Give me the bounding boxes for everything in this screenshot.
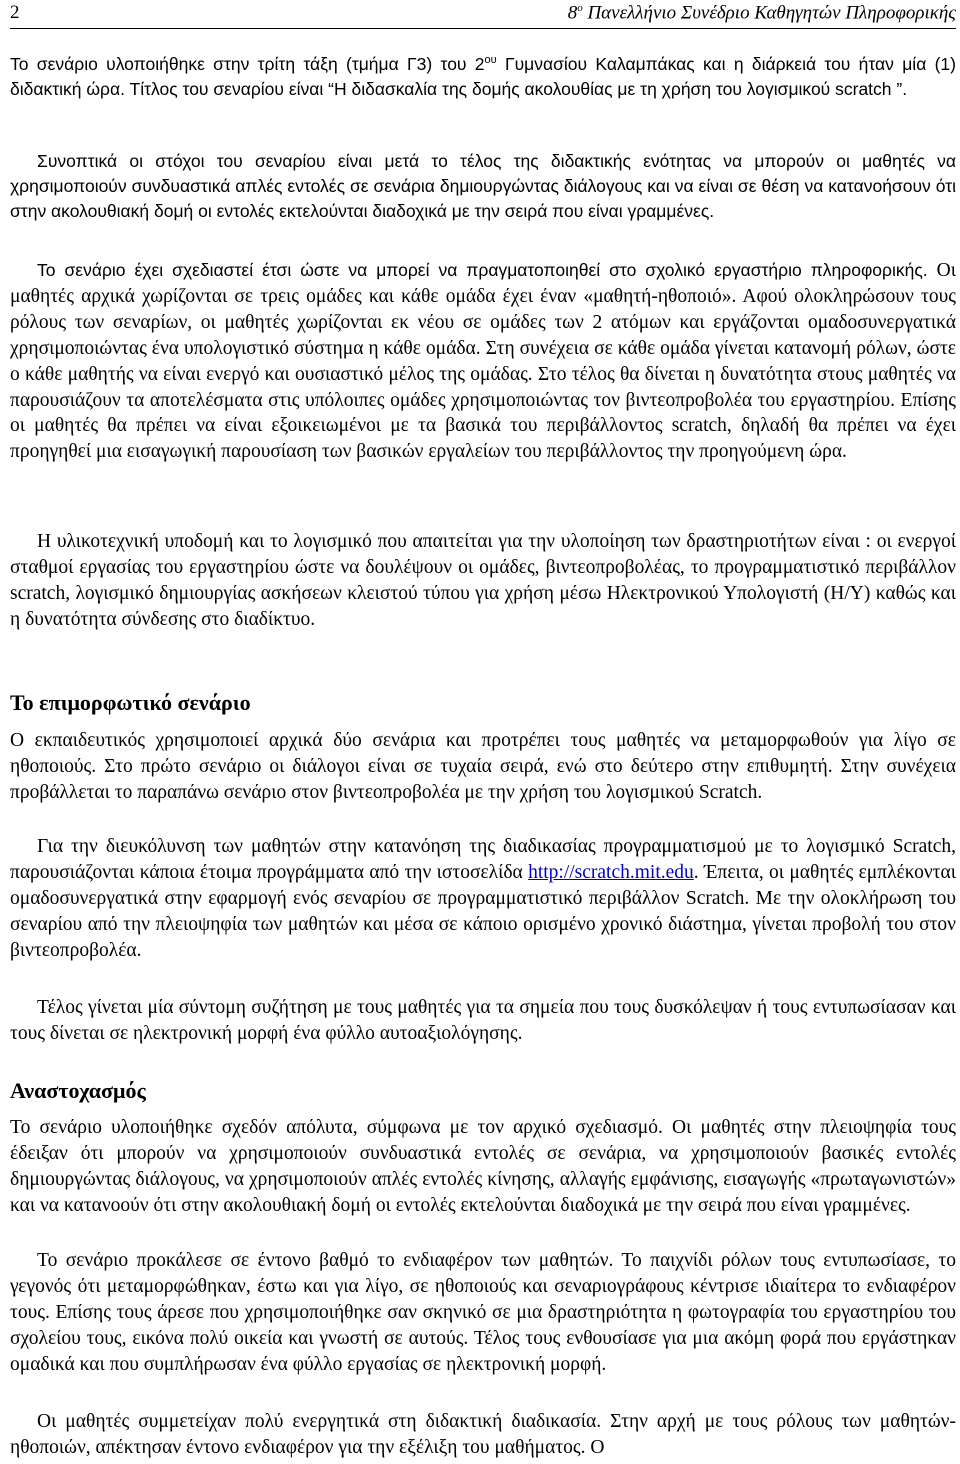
reflection-paragraph-3: Οι μαθητές συμμετείχαν πολύ ενεργητικά στη διδακτική διαδικασία. Στην αρχή με τους ρόλους των μαθητών-ηθοποιών, απέκτησαν έντονο ενδιαφέρον για την εξέλιξη του μαθήματος. Ο [10,1411,956,1458]
conference-title: $8^o$ Πανελλήνιο Συνέδριο Καθηγητών Πληροφορικής [567,2,956,24]
scenario-paragraph-2: Η υλικοτεχνική υποδομή και το λογισμικό που απαιτείται για την υλοποίηση των δραστηριοτήτων είναι : οι ενεργοί σταθμοί εργασίας του εργαστηρίου ώστε να δουλέψουν οι ομάδες, βιντεοπροβολέας, το προγραμματιστικό περιβάλλον scratch, λογισμικό δημιουργίας ασκήσεων κλειστού τύπου για χρήση μέσω Ηλεκτρονικού Υπολογιστή (Η/Υ) καθώς και η δυνατότητα σύνδεσης στο διαδίκτυο. [10,531,956,630]
section-heading-training-scenario: Το επιμορφωτικό σενάριο [10,690,251,715]
page-number: 2 [10,2,20,23]
training-paragraph-1: Ο εκπαιδευτικός χρησιμοποιεί αρχικά δύο σενάρια και προτρέπει τους μαθητές να μεταμορφωθούν για λίγο σε ηθοποιούς. Στο πρώτο σενάριο οι διάλογοι είναι σε τυχαία σειρά, ενώ στο δεύτερο στην επιθυμητή. Στην συνέχεια προβάλλεται το παραπάνω σενάριο στον βιντεοπροβολέα με την χρήση του λογισμικού Scratch. [10,730,956,803]
intro-paragraph-2: Συνοπτικά οι στόχοι του σεναρίου είναι μετά το τέλος της διδακτικής ενότητας να μπορούν οι μαθητές να χρησιμοποιούν συνδυαστικά απλές εντολές σε σενάρια δημιουργώντας διάλογους και να είναι σε θέση να κατανοήσουν ότι στην ακολουθιακή δομή οι εντολές εκτελούνται διαδοχικά με την σειρά που είναι γραμμένες. [10,151,956,222]
section-heading-reflection: Αναστοχασμός [10,1078,146,1103]
reflection-paragraph-2: Το σενάριο προκάλεσε σε έντονο βαθμό το ενδιαφέρον των μαθητών. Το παιχνίδι ρόλων τους εντυπωσίασε, το γεγονός ότι μεταμορφώθηκαν, έστω και για λίγο, σε ηθοποιούς και σεναριογράφους κέντρισε ιδιαίτερα το ενδιαφέρον τους. Επίσης τους άρεσε που χρησιμοποιήθηκε σαν σκηνικό σε μια δραστηριότητα η φωτογραφία του εργαστηρίου του σχολείου τους, εικόνα πολύ οικεία και γνωστή σε αυτούς. Τέλος τους ενθουσίασε για μια ακόμη φορά που εργάστηκαν ομαδικά και που συμπλήρωσαν ένα φύλλο εργασίας σε ηλεκτρονική μορφή. [10,1250,956,1375]
scratch-website-link[interactable]: http://scratch.mit.edu [528,861,694,883]
reflection-paragraph-1: Το σενάριο υλοποιήθηκε σχεδόν απόλυτα, σύμφωνα με τον αρχικό σχεδιασμό. Οι μαθητές στην πλειοψηφία τους έδειξαν ότι μπορούν να χρησιμοποιούν συνδυαστικά εντολές σε σενάρια, να χρησιμοποιούν βασικές εντολές δημιουργώντας διάλογους, να χρησιμοποιούν απλές εντολές κίνησης, αλλαγής εμφάνισης, εισαγωγής «πρωταγωνιστών» και να κατανοούν ότι στην ακολουθιακή δομή οι εντολές εκτελούνται διαδοχικά με την σειρά που είναι γραμμένες. [10,1117,956,1216]
intro-paragraph-1: Το σενάριο υλοποιήθηκε στην τρίτη τάξη (τμήμα Γ3) του $2^{o\upsilon}$ Γυμνασίου Καλαμπάκας και η διάρκειά του ήταν μία (1) διδακτική ώρα. Τίτλος του σεναρίου είναι “Η διδασκαλία της δομής ακολουθίας με τη χρήση του λογισμικού scratch ”. [10,53,956,100]
page-header [10,2,956,29]
training-paragraph-3: Τέλος γίνεται μία σύντομη συζήτηση με τους μαθητές για τα σημεία που τους δυσκόλεψαν ή τους εντυπωσίασαν και τους δίνεται σε ηλεκτρονική μορφή ένα φύλλο αυτοαξιολόγησης. [10,997,956,1044]
scenario-paragraph-1: Το σενάριο έχει σχεδιαστεί έτσι ώστε να μπορεί να πραγματοποιηθεί στο σχολικό εργαστήριο πληροφορικής. Οι μαθητές αρχικά χωρίζονται σε τρεις ομάδες και κάθε ομάδα έχει έναν «μαθητή-ηθοποιό». Αφού ολοκληρώσουν τους ρόλους των σεναρίων, οι μαθητές χωρίζονται εκ νέου σε ομάδες των 2 ατόμων και εργάζονται ομαδοσυνεργατικά χρησιμοποιώντας ένα υπολογιστικό σύστημα η κάθε ομάδα. Στη συνέχεια σε κάθε ομάδα γίνεται κατανομή ρόλων, ώστε ο κάθε μαθητής να είναι ενεργό και ουσιαστικό μέλος της ομάδας. Στο τέλος θα δίνεται η δυνατότητα στους μαθητές να παρουσιάζουν τα αποτελέσματα στις υπόλοιπες ομάδες χρησιμοποιώντας τον βιντεοπροβολέα του εργαστηρίου. Επίσης οι μαθητές θα πρέπει να είναι εξοικειωμένοι με τα βασικά του περιβάλλοντος scratch, δηλαδή θα πρέπει να έχει προηγηθεί μια εισαγωγική παρουσίαση των βασικών εργαλείων του περιβάλλοντος την προηγούμενη ώρα. [10,260,956,463]
training-paragraph-2: Για την διευκόλυνση των μαθητών στην κατανόηση της διαδικασίας προγραμματισμού με το λογισμικό Scratch, παρουσιάζονται κάποια έτοιμα προγράμματα από την ιστοσελίδα http://scratch.mit.edu. Έπειτα, οι μαθητές εμπλέκονται ομαδοσυνεργατικά στην εφαρμογή ενός σεναρίου σε προγραμματιστικό περιβάλλον Scratch. Με την ολοκλήρωση του σεναρίου από την πλειοψηφία των μαθητών και μέσα σε κάποιο ορισμένο χρονικό διάστημα, γίνεται προβολή του στον βιντεοπροβολέα. [10,836,956,961]
